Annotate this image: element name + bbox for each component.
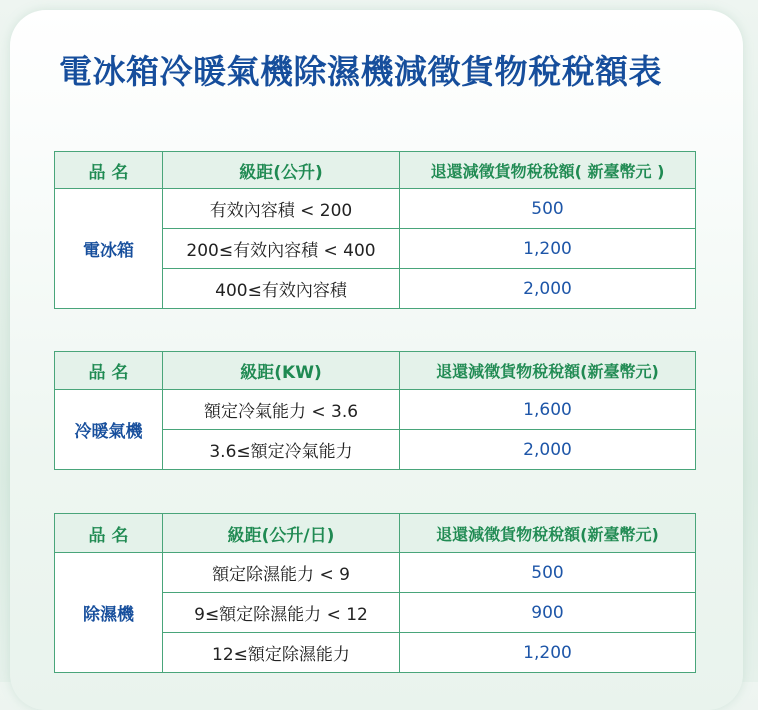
table-row	[55, 390, 696, 430]
table-row	[55, 189, 696, 229]
range-cell: 9≤額定除濕能力 < 12	[163, 593, 400, 633]
refrigerator-rebate-table	[54, 151, 696, 309]
amount-cell: 900	[400, 593, 696, 633]
product-name-cell: 電冰箱	[55, 189, 163, 309]
header-rebate-amount: 退還減徵貨物稅稅額(新臺幣元)	[400, 352, 696, 390]
table-header-row	[55, 152, 696, 189]
header-range: 級距(公升)	[163, 152, 400, 189]
product-name-cell: 冷暖氣機	[55, 390, 163, 470]
amount-cell: 500	[400, 189, 696, 229]
air-conditioner-rebate-table	[54, 351, 696, 470]
range-cell: 400≤有效內容積	[163, 269, 400, 309]
amount-cell: 2,000	[400, 269, 696, 309]
header-rebate-amount: 退還減徵貨物稅稅額(新臺幣元)	[400, 514, 696, 553]
table-header-row	[55, 514, 696, 553]
range-cell: 額定除濕能力 < 9	[163, 553, 400, 593]
range-cell: 3.6≤額定冷氣能力	[163, 430, 400, 470]
header-product-name: 品 名	[55, 514, 163, 553]
range-cell: 12≤額定除濕能力	[163, 633, 400, 673]
header-rebate-amount: 退還減徵貨物稅稅額( 新臺幣元 )	[400, 152, 696, 189]
header-range: 級距(KW)	[163, 352, 400, 390]
amount-cell: 2,000	[400, 430, 696, 470]
dehumidifier-rebate-table	[54, 513, 696, 673]
amount-cell: 1,600	[400, 390, 696, 430]
page-title: 電冰箱冷暖氣機除濕機減徵貨物稅稅額表	[59, 52, 662, 91]
amount-cell: 1,200	[400, 633, 696, 673]
amount-cell: 1,200	[400, 229, 696, 269]
range-cell: 200≤有效內容積 < 400	[163, 229, 400, 269]
header-product-name: 品 名	[55, 152, 163, 189]
table-row	[55, 553, 696, 593]
amount-cell: 500	[400, 553, 696, 593]
header-range: 級距(公升/日)	[163, 514, 400, 553]
range-cell: 額定冷氣能力 < 3.6	[163, 390, 400, 430]
range-cell: 有效內容積 < 200	[163, 189, 400, 229]
header-product-name: 品 名	[55, 352, 163, 390]
table-header-row	[55, 352, 696, 390]
product-name-cell: 除濕機	[55, 553, 163, 673]
